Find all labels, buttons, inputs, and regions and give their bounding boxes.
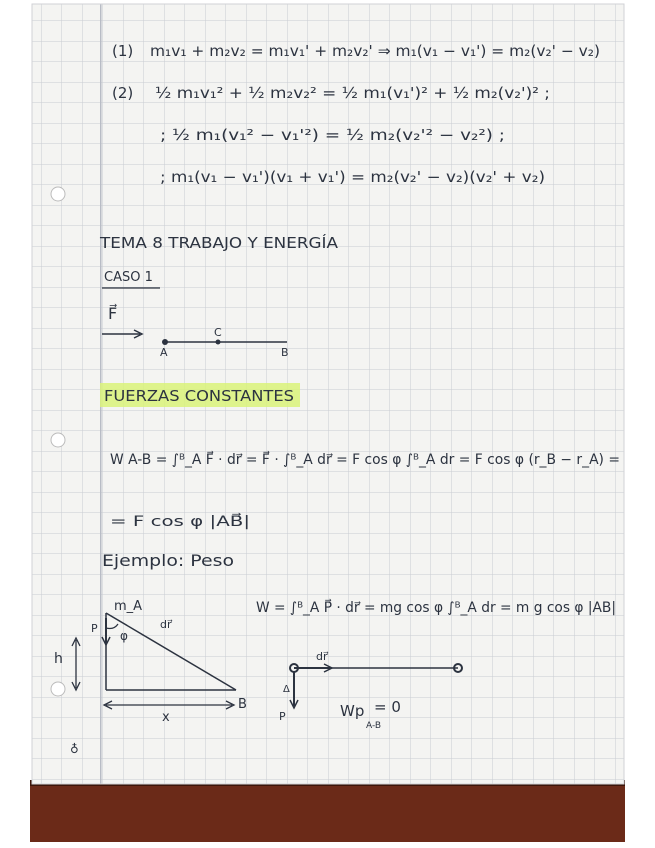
dr2-label: dr⃗: [316, 650, 328, 663]
example-title: Ejemplo: Peso: [102, 551, 234, 570]
x-label: x: [162, 710, 170, 725]
example-formula: W = ∫ᴮ_A P⃗ · dr⃗ = mg cos φ ∫ᴮ_A dr = m g cos φ |AB|: [256, 600, 622, 616]
work-formula: W A-B = ∫ᴮ_A F⃗ · dr⃗ = F⃗ · ∫ᴮ_A dr⃗ = F cos φ ∫ᴮ_A dr = F cos φ (r_B − r_A) =: [110, 452, 625, 468]
point-c-label: C: [214, 326, 222, 339]
punch-hole: [51, 187, 65, 201]
wp-subscript: A-B: [366, 721, 382, 731]
wp-label: Wp: [340, 702, 365, 720]
punch-hole: [51, 682, 65, 696]
eq3-text: ; ½ m₁(v₁² − v₁'²) = ½ m₂(v₂'² − v₂²) ;: [160, 126, 505, 144]
work-result: = F cos φ |AB⃗|: [110, 514, 209, 530]
wp-value: = 0: [374, 698, 401, 716]
wooden-table: [30, 780, 625, 842]
dr-label: dr⃗: [160, 618, 172, 631]
eq2-text: ½ m₁v₁² + ½ m₂v₂² = ½ m₁(v₁')² + ½ m₂(v₂')² ;: [155, 84, 550, 102]
p2-label: P: [279, 710, 286, 723]
topic-title: TEMA 8 TRABAJO Y ENERGÍA: [100, 234, 313, 252]
section-heading: FUERZAS CONSTANTES: [104, 387, 294, 405]
point-c-dot: [216, 340, 221, 345]
point-b-label: B: [281, 346, 289, 359]
delta-label: Δ: [283, 684, 290, 695]
weight-label: P: [91, 622, 98, 635]
eq4-text: ; m₁(v₁ − v₁')(v₁ + v₁') = m₂(v₂' − v₂)(v₂' + v₂): [160, 168, 545, 186]
eq1-number: (1): [112, 42, 134, 60]
b-label: B: [238, 697, 247, 712]
eq1-text: m₁v₁ + m₂v₂ = m₁v₁' + m₂v₂' ⇒ m₁(v₁ − v₁') = m₂(v₂' − v₂): [150, 42, 600, 60]
mass-label: m_A: [114, 599, 143, 614]
page-mark: ♁: [70, 742, 79, 756]
point-a-label: A: [160, 346, 168, 359]
case-label: CASO 1: [104, 270, 153, 285]
eq2-number: (2): [112, 84, 134, 102]
phi-label: φ: [120, 629, 128, 643]
punch-hole: [51, 433, 65, 447]
point-a-dot: [162, 339, 168, 345]
force-label: F⃗: [108, 304, 118, 323]
h-label: h: [54, 651, 63, 667]
